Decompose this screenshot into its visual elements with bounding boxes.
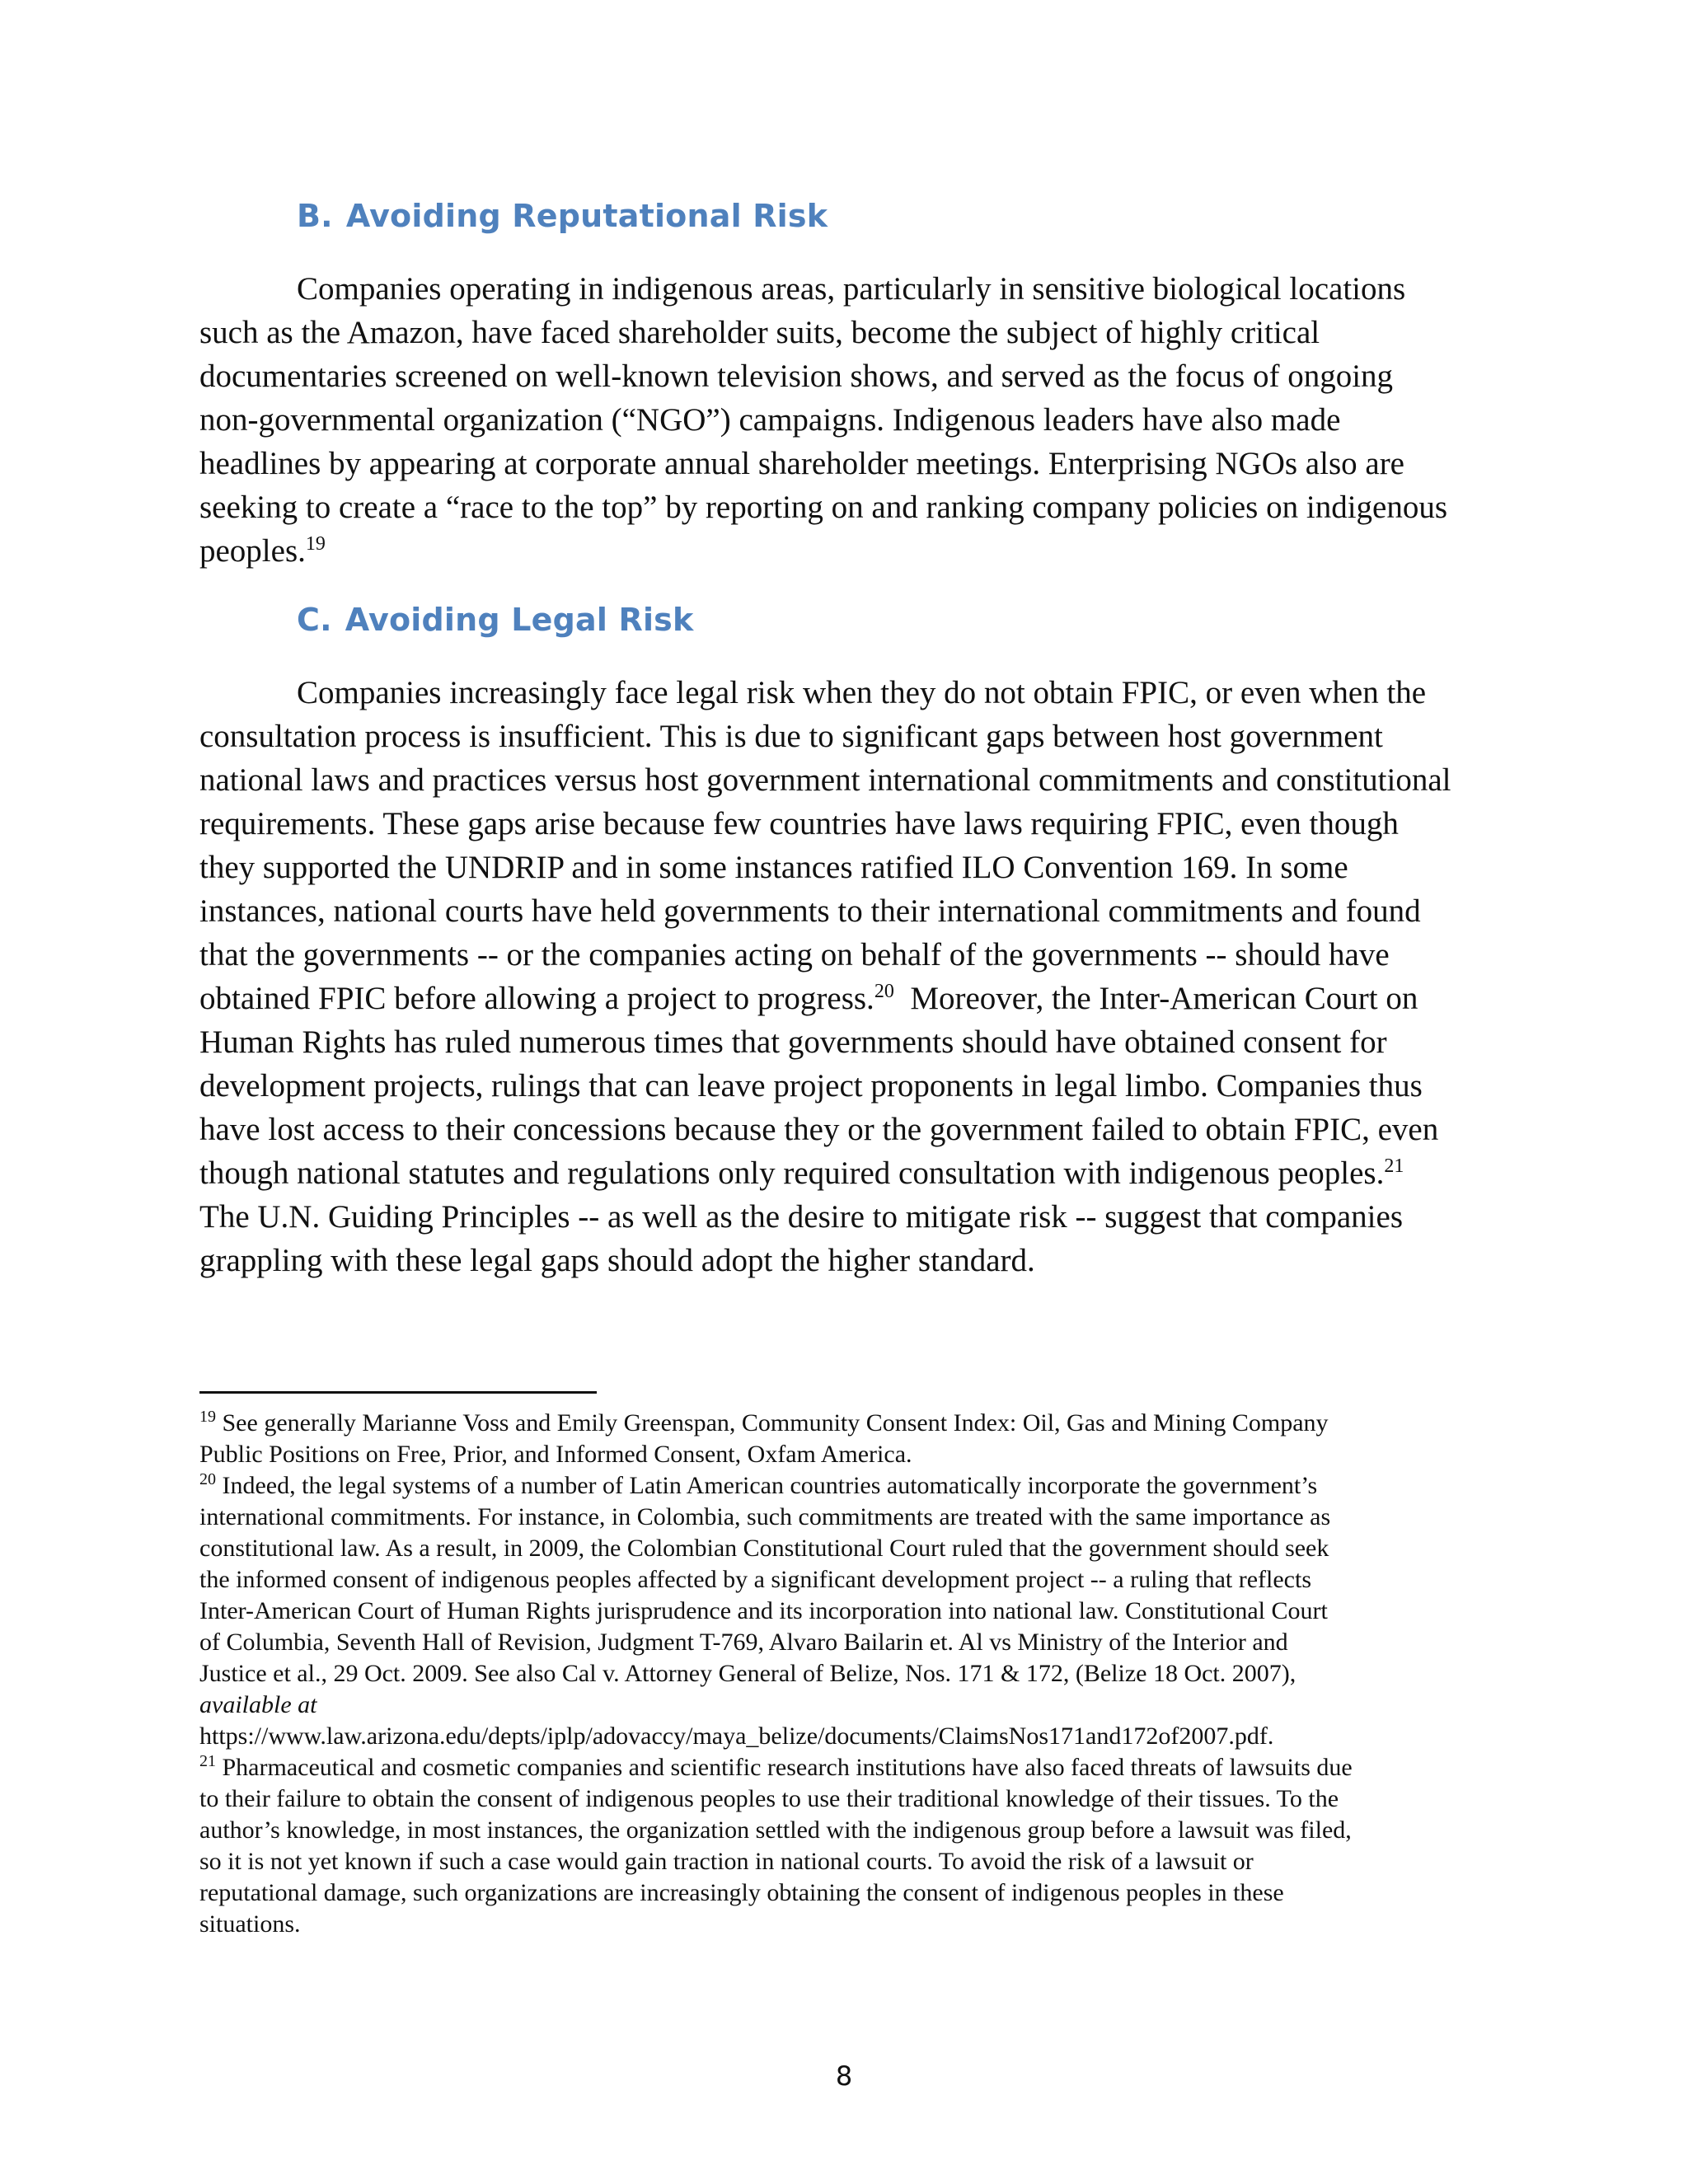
line-text: Pharmaceutical and cosmetic companies and scientific research institutions have also faced threats of lawsuits due (222, 1754, 1353, 1781)
paragraph-line: headlines by appearing at corporate annual shareholder meetings. Enterprising NGOs also are (199, 446, 1404, 481)
paragraph-line: documentaries screened on well-known television shows, and served as the focus of ongoing (199, 359, 1394, 394)
section-c-heading (297, 602, 693, 638)
paragraph-line: Companies operating in indigenous areas, particularly in sensitive biological locations (297, 271, 1406, 307)
footnote-line: reputational damage, such organizations are increasingly obtaining the consent of indigenous peoples in these (199, 1879, 1284, 1906)
paragraph-line: that the governments -- or the companies acting on behalf of the governments -- should have (199, 937, 1390, 972)
footnote-number: 20 (199, 1470, 216, 1488)
line-text: See generally Marianne Voss and Emily Greenspan, Community Consent Index: Oil, Gas and Mining Company (222, 1409, 1329, 1436)
paragraph-line: The U.N. Guiding Principles -- as well as the desire to mitigate risk -- suggest that companies (199, 1199, 1404, 1235)
section-b-paragraph (199, 267, 1493, 573)
section-b-heading (297, 198, 828, 234)
footnote-line: of Columbia, Seventh Hall of Revision, Judgment T-769, Alvaro Bailarin et. Al vs Ministry of the Interior and (199, 1629, 1288, 1656)
paragraph-line: instances, national courts have held governments to their international commitments and found (199, 893, 1421, 929)
footnote-ref-20[interactable]: 20 (874, 981, 894, 1002)
line-text: obtained FPIC before allowing a project to progress. (199, 981, 874, 1016)
paragraph-line (199, 977, 1493, 1020)
line-text: Indeed, the legal systems of a number of Latin American countries automatically incorporate the government’s (222, 1472, 1318, 1499)
footnote-line: situations. (199, 1910, 301, 1938)
footnote-21 (199, 1752, 1493, 1940)
line-text: peoples. (199, 533, 306, 569)
paragraph-line (199, 1151, 1493, 1195)
paragraph-line: such as the Amazon, have faced shareholder suits, become the subject of highly critical (199, 315, 1320, 350)
footnote-line: so it is not yet known if such a case would gain traction in national courts. To avoid the risk of a lawsuit or (199, 1848, 1254, 1875)
paragraph-line: have lost access to their concessions because they or the government failed to obtain FPIC, even (199, 1112, 1439, 1147)
paragraph-line: national laws and practices versus host government international commitments and constitutional (199, 762, 1451, 798)
footnote-line (199, 1408, 1493, 1439)
paragraph-line: seeking to create a “race to the top” by reporting on and ranking company policies on indigenous (199, 490, 1448, 525)
paragraph-line: Human Rights has ruled numerous times that governments should have obtained consent for (199, 1024, 1387, 1060)
footnote-line (199, 1470, 1493, 1502)
paragraph-line: consultation process is insufficient. This is due to significant gaps between host government (199, 719, 1383, 754)
footnote-20 (199, 1470, 1493, 1752)
footnote-separator (199, 1391, 597, 1394)
footnote-line: available at (199, 1691, 317, 1718)
line-text: Moreover, the Inter-American Court on (910, 981, 1418, 1016)
section-c-title: Avoiding Legal Risk (345, 602, 694, 638)
footnote-line: the informed consent of indigenous peoples affected by a significant development project -- a ruling that reflects (199, 1566, 1311, 1593)
footnote-ref-19[interactable]: 19 (305, 533, 326, 555)
footnote-line: Justice et al., 29 Oct. 2009. See also Cal v. Attorney General of Belize, Nos. 171 & 172, (Belize 18 Oct. 2007), (199, 1660, 1296, 1687)
footnote-19 (199, 1408, 1493, 1470)
line-text: though national statutes and regulations only required consultation with indigenous peoples. (199, 1155, 1385, 1191)
footnote-line: international commitments. For instance, in Colombia, such commitments are treated with the same importance as (199, 1503, 1331, 1530)
footnote-number: 21 (199, 1752, 216, 1770)
paragraph-line: non-governmental organization (“NGO”) campaigns. Indigenous leaders have also made (199, 402, 1341, 438)
footnote-url-link[interactable]: https://www.law.arizona.edu/depts/iplp/adovaccy/maya_belize/documents/ClaimsNos171and172of2007.pdf. (199, 1722, 1274, 1750)
section-c-paragraph (199, 671, 1493, 1282)
section-b-title: Avoiding Reputational Risk (345, 198, 828, 234)
paragraph-line: Companies increasingly face legal risk when they do not obtain FPIC, or even when the (297, 675, 1427, 710)
footnote-line: author’s knowledge, in most instances, the organization settled with the indigenous group before a lawsuit was filed, (199, 1816, 1352, 1844)
footnote-line: Public Positions on Free, Prior, and Informed Consent, Oxfam America. (199, 1441, 912, 1468)
footnote-line: Inter-American Court of Human Rights jurisprudence and its incorporation into national law. Constitutional Court (199, 1597, 1328, 1624)
page-number: 8 (835, 2060, 853, 2092)
section-b-letter: B. (297, 198, 333, 234)
paragraph-line: they supported the UNDRIP and in some instances ratified ILO Convention 169. In some (199, 850, 1348, 885)
footnote-line: to their failure to obtain the consent of indigenous peoples to use their traditional knowledge of their tissues. To the (199, 1785, 1339, 1812)
paragraph-line: development projects, rulings that can leave project proponents in legal limbo. Companies thus (199, 1068, 1423, 1104)
footnote-line (199, 1752, 1493, 1783)
footnote-number: 19 (199, 1408, 216, 1426)
footnote-line: constitutional law. As a result, in 2009, the Colombian Constitutional Court ruled that the government should seek (199, 1535, 1329, 1562)
paragraph-line: grappling with these legal gaps should adopt the higher standard. (199, 1243, 1035, 1278)
section-c-letter: C. (297, 602, 332, 638)
paragraph-line: requirements. These gaps arise because few countries have laws requiring FPIC, even though (199, 806, 1399, 841)
footnote-ref-21[interactable]: 21 (1384, 1155, 1404, 1177)
paragraph-line (199, 529, 1493, 573)
footnotes (199, 1408, 1493, 1940)
